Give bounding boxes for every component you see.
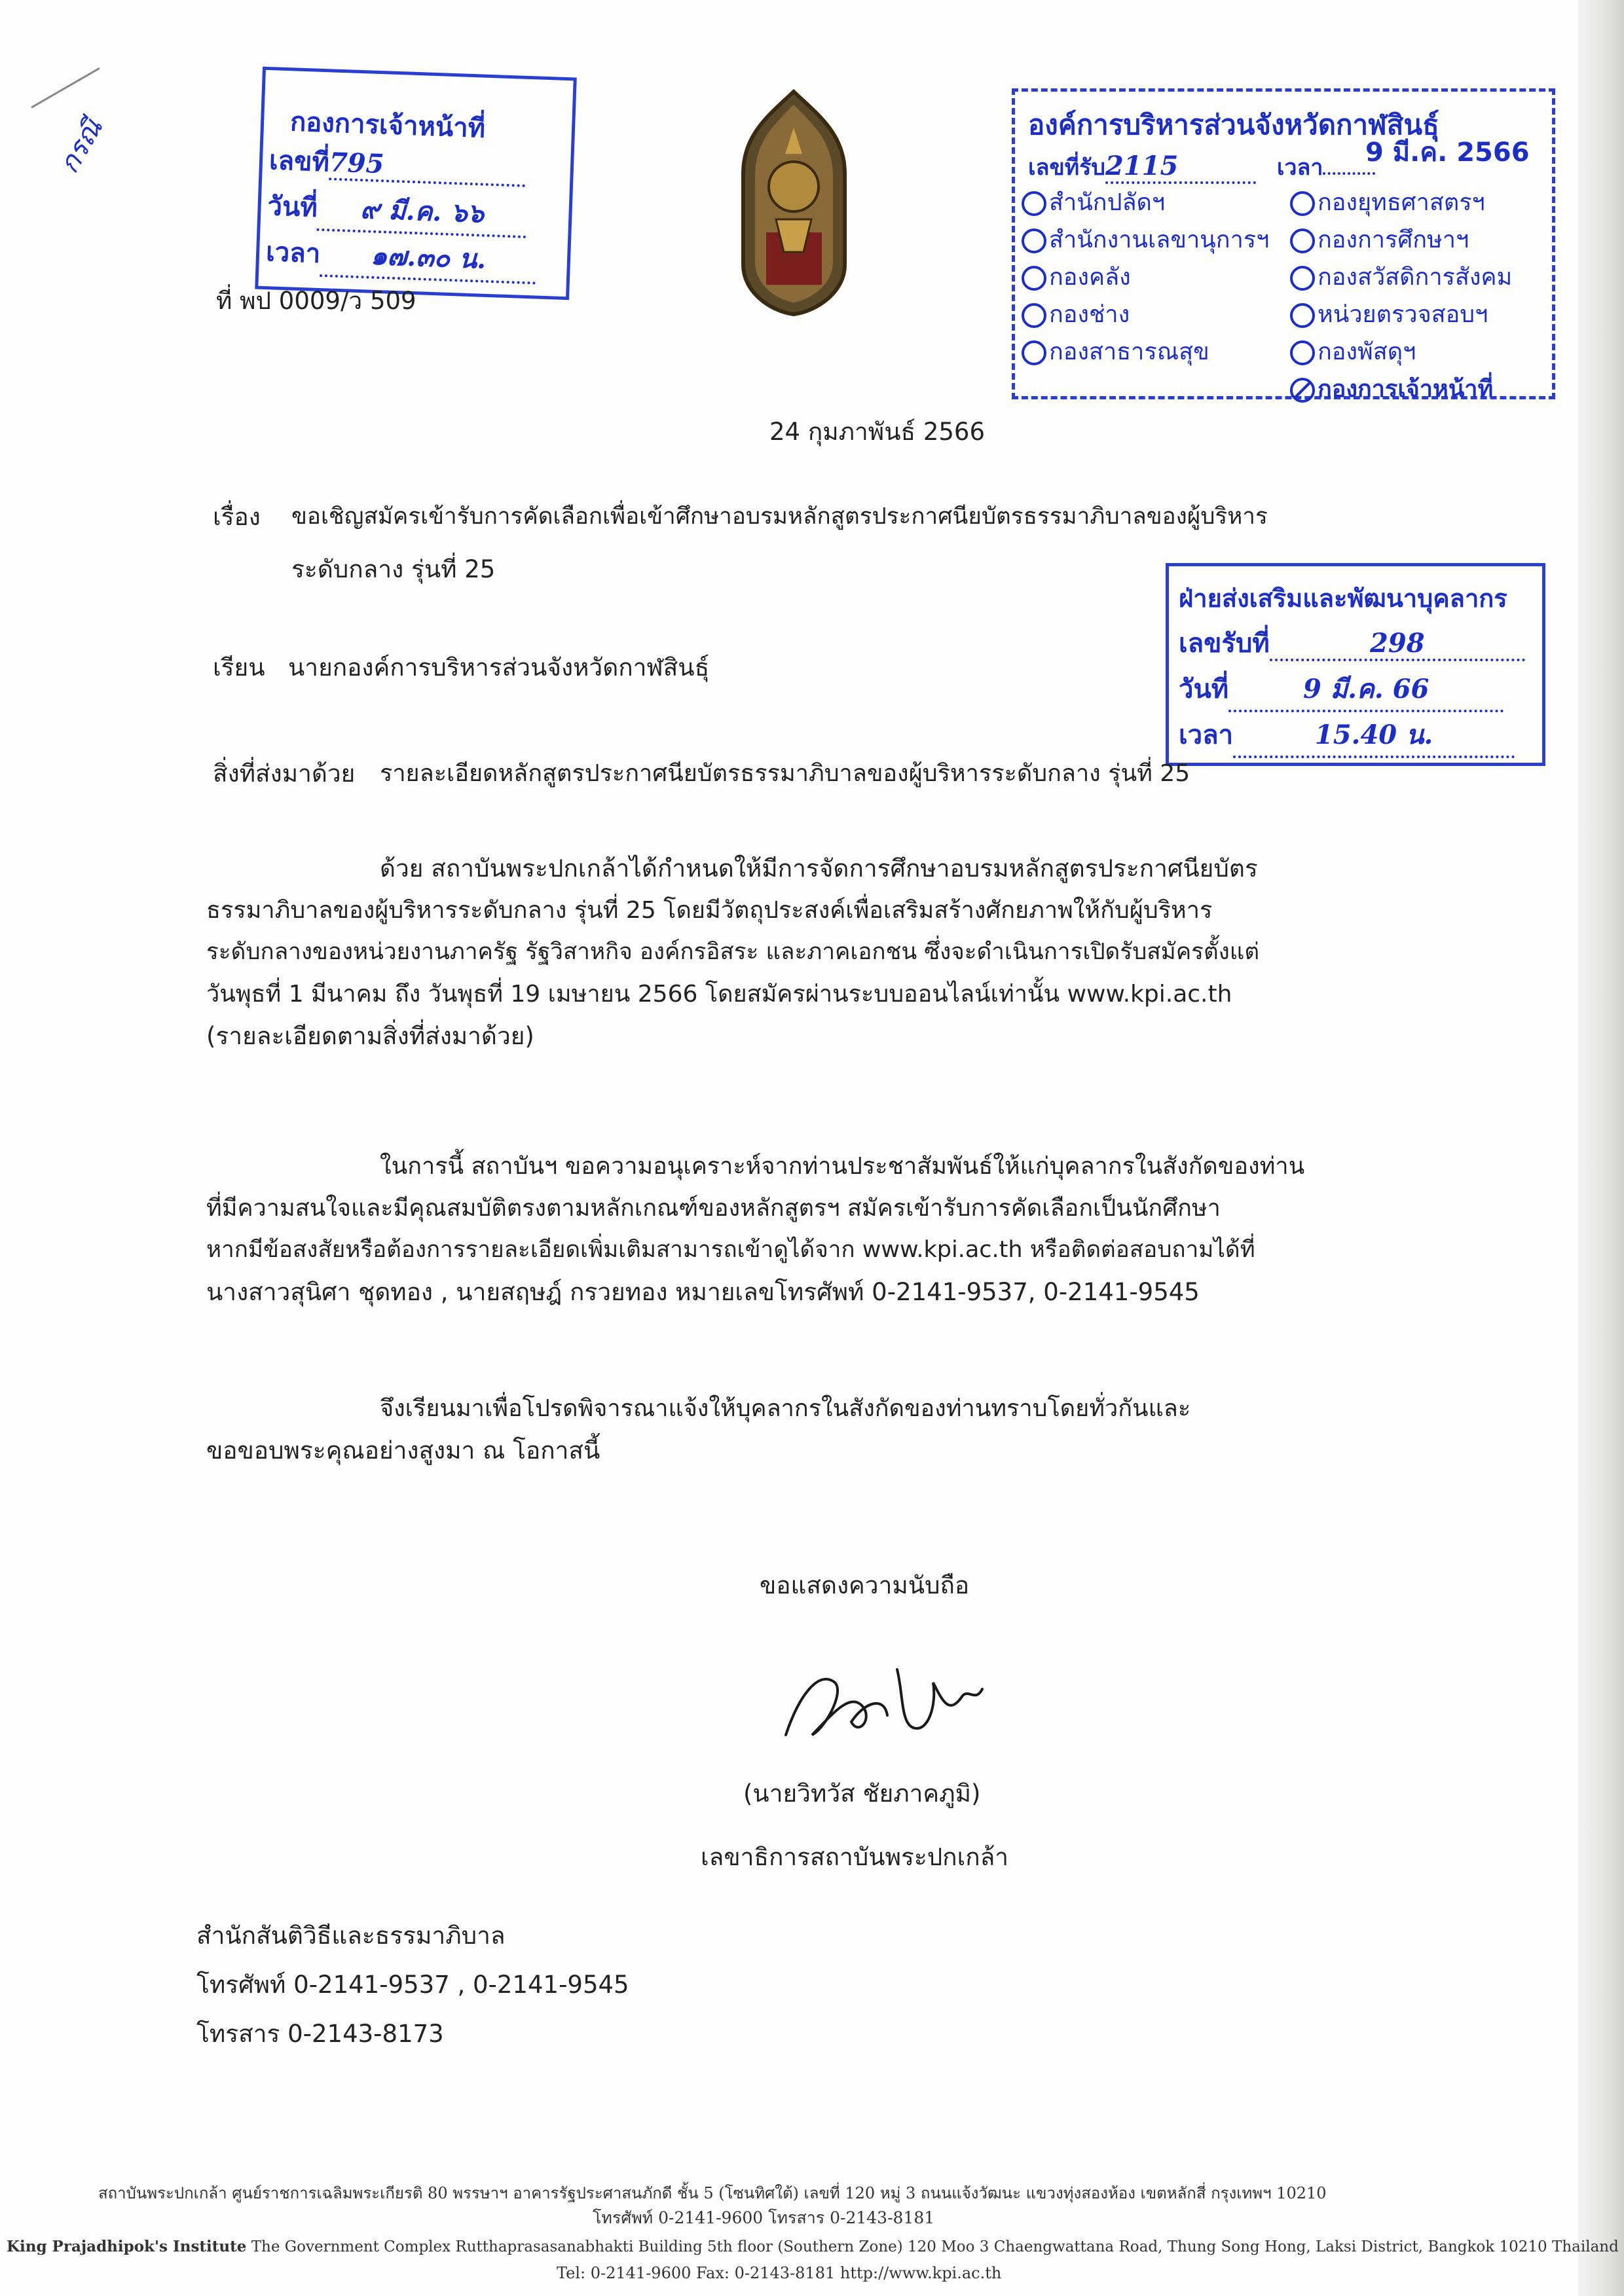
letter-date: 24 กุมภาพันธ์ 2566 — [769, 418, 985, 446]
addressee-value: นายกองค์การบริหารส่วนจังหวัดกาฬสินธุ์ — [288, 653, 710, 682]
stamp-personnel-time: เวลา ๑๗.๓๐ น. — [265, 230, 537, 284]
footer-thai-phone: โทรศัพท์ 0-2141-9600 โทรสาร 0-2143-8181 — [593, 2208, 935, 2227]
stamp-admin-title: องค์การบริหารส่วนจังหวัดกาฬสินธุ์ — [1028, 109, 1439, 141]
handwritten-signature — [773, 1643, 995, 1755]
paragraph-line: ระดับกลางของหน่วยงานภาครัฐ รัฐวิสาหกิจ องค์กรอิสระ และภาคเอกชน ซึ่งจะดำเนินการเปิดรับสมัครตั้งแต่ — [206, 939, 1260, 965]
department-item: สำนักงานเลขานุการฯ — [1022, 221, 1269, 258]
paragraph-line: วันพุธที่ 1 มีนาคม ถึง วันพุธที่ 19 เมษายน 2566 โดยสมัครผ่านระบบออนไลน์เท่านั้น www.kpi.ac.th — [206, 981, 1232, 1008]
paragraph-line: ด้วย สถาบันพระปกเกล้าได้กำหนดให้มีการจัดการศึกษาอบรมหลักสูตรประกาศนียบัตร — [380, 854, 1258, 883]
paragraph-request — [206, 1152, 1457, 1320]
stamp-provincial-admin — [1012, 88, 1555, 403]
stamp-hr-date: วันที่ 9 มี.ค. 66 — [1179, 668, 1504, 712]
margin-note: กรณี — [52, 113, 109, 179]
department-item: กองช่าง — [1022, 295, 1269, 333]
closing-salutation: ขอแสดงความนับถือ — [760, 1571, 970, 1599]
stamp-admin-receipt: เลขที่รับ2115 เวลา — [1028, 149, 1375, 185]
footer-english-contact: Tel: 0-2141-9600 Fax: 0-2143-8181 http://www.kpi.ac.th — [557, 2264, 1002, 2282]
footer-thai-address: สถาบันพระปกเกล้า ศูนย์ราชการเฉลิมพระเกียรติ 80 พรรษาฯ อาคารรัฐประศาสนภักดี ชั้น 5 (โซนทิศใต้) เลขที่ 120 หมู่ 3 ถนนแจ้งวัฒนะ แขวงทุ่งสองห้อง เขตหลักสี่ กรุงเทพฯ 10210 — [98, 2184, 1327, 2202]
department-item-selected: กองการเจ้าหน้าที่ — [1290, 370, 1512, 407]
stamp-personnel-date: วันที่ ๙ มี.ค. ๖๖ — [267, 185, 527, 238]
paragraph-line: (รายละเอียดตามสิ่งที่ส่งมาด้วย) — [206, 1022, 534, 1050]
department-item: กองคลัง — [1022, 258, 1269, 295]
department-item: สำนักปลัดฯ — [1022, 183, 1269, 221]
stamp-personnel-number: เลขที่795 — [268, 139, 526, 190]
paragraph-line: ขอขอบพระคุณอย่างสูงมา ณ โอกาสนี้ — [206, 1436, 600, 1465]
footer-institute-name: King Prajadhipok's Institute — [7, 2238, 247, 2255]
department-item: กองการศึกษาฯ — [1290, 221, 1512, 258]
paragraph-line: จึงเรียนมาเพื่อโปรดพิจารณาแจ้งให้บุคลากรในสังกัดของท่านทราบโดยทั่วกันและ — [380, 1395, 1191, 1422]
subject-label: เรื่อง — [213, 503, 261, 531]
paragraph-line: ในการนี้ สถาบันฯ ขอความอนุเคราะห์จากท่านประชาสัมพันธ์ให้แก่บุคลากรในสังกัดของท่าน — [380, 1153, 1305, 1180]
page-edge-shadow — [1578, 0, 1624, 2296]
office-phone: โทรศัพท์ 0-2141-9537 , 0-2141-9545 — [196, 1971, 629, 1999]
office-name: สำนักสันติวิธีและธรรมาภิบาล — [196, 1922, 506, 1950]
stamp-hr-development — [1166, 563, 1545, 766]
enclosure-label: สิ่งที่ส่งมาด้วย — [213, 759, 356, 788]
paragraph-intro — [206, 854, 1457, 1064]
paragraph-line: นางสาวสุนิศา ชุดทอง , นายสฤษฎ์ กรวยทอง หมายเลขโทรศัพท์ 0-2141-9537, 0-2141-9545 — [206, 1278, 1200, 1306]
stamp-hr-time: เวลา 15.40 น. — [1179, 714, 1515, 758]
department-item: กองสาธารณสุข — [1022, 333, 1269, 370]
subject-line-1: ขอเชิญสมัครเข้ารับการคัดเลือกเพื่อเข้าศึกษาอบรมหลักสูตรประกาศนียบัตรธรรมาภิบาลของผู้บริหาร — [291, 503, 1268, 530]
department-item: กองยุทธศาสตรฯ — [1290, 183, 1512, 221]
paragraph-line: ที่มีความสนใจและมีคุณสมบัติตรงตามหลักเกณฑ์ของหลักสูตรฯ สมัครเข้ารับการคัดเลือกเป็นนักศึกษา — [206, 1195, 1221, 1222]
signer-name: (นายวิทวัส ชัยภาคภูมิ) — [743, 1779, 981, 1808]
department-item: กองสวัสดิการสังคม — [1290, 258, 1512, 295]
enclosure-value: รายละเอียดหลักสูตรประกาศนียบัตรธรรมาภิบาลของผู้บริหารระดับกลาง รุ่นที่ 25 — [380, 760, 1190, 787]
footer-english-address: King Prajadhipok's Institute The Government Complex Rutthaprasasanabhakti Building 5th floor (Southern Zone) 120 Moo 3 Chaengwattana Road, Thung Song Hong, Laksi District, Bangkok 10210 Thailand — [7, 2238, 1619, 2255]
department-item: หน่วยตรวจสอบฯ — [1290, 295, 1512, 333]
stamp-hr-title: ฝ่ายส่งเสริมและพัฒนาบุคลากร — [1179, 584, 1507, 613]
stamp-admin-departments-right — [1290, 183, 1512, 407]
stamp-hr-number: เลขรับที่ 298 — [1179, 622, 1525, 664]
department-item: กองพัสดุฯ — [1290, 333, 1512, 370]
stamp-personnel-title: กองการเจ้าหน้าที่ — [289, 107, 486, 144]
paragraph-line: ธรรมาภิบาลของผู้บริหารระดับกลาง รุ่นที่ 25 โดยมีวัตถุประสงค์เพื่อเสริมสร้างศักยภาพให้กับผู้บริหาร — [206, 897, 1213, 924]
paragraph-line: หากมีข้อสงสัยหรือต้องการรายละเอียดเพิ่มเติมสามารถเข้าดูได้จาก www.kpi.ac.th หรือติดต่อสอบถามได้ที่ — [206, 1237, 1255, 1263]
signer-title: เลขาธิการสถาบันพระปกเกล้า — [701, 1843, 1009, 1871]
addressee-label: เรียน — [213, 653, 265, 682]
stamp-personnel-division — [255, 67, 577, 301]
paragraph-closing — [206, 1394, 1457, 1478]
subject-line-2: ระดับกลาง รุ่นที่ 25 — [291, 555, 496, 583]
reference-number: ที่ พป 0009/ว 509 — [216, 287, 416, 315]
stamp-admin-departments-left — [1022, 183, 1269, 370]
stamp-admin-date: 9 มี.ค. 2566 — [1365, 137, 1530, 168]
kpi-emblem-logo — [730, 88, 858, 318]
office-fax: โทรสาร 0-2143-8173 — [196, 2020, 444, 2048]
